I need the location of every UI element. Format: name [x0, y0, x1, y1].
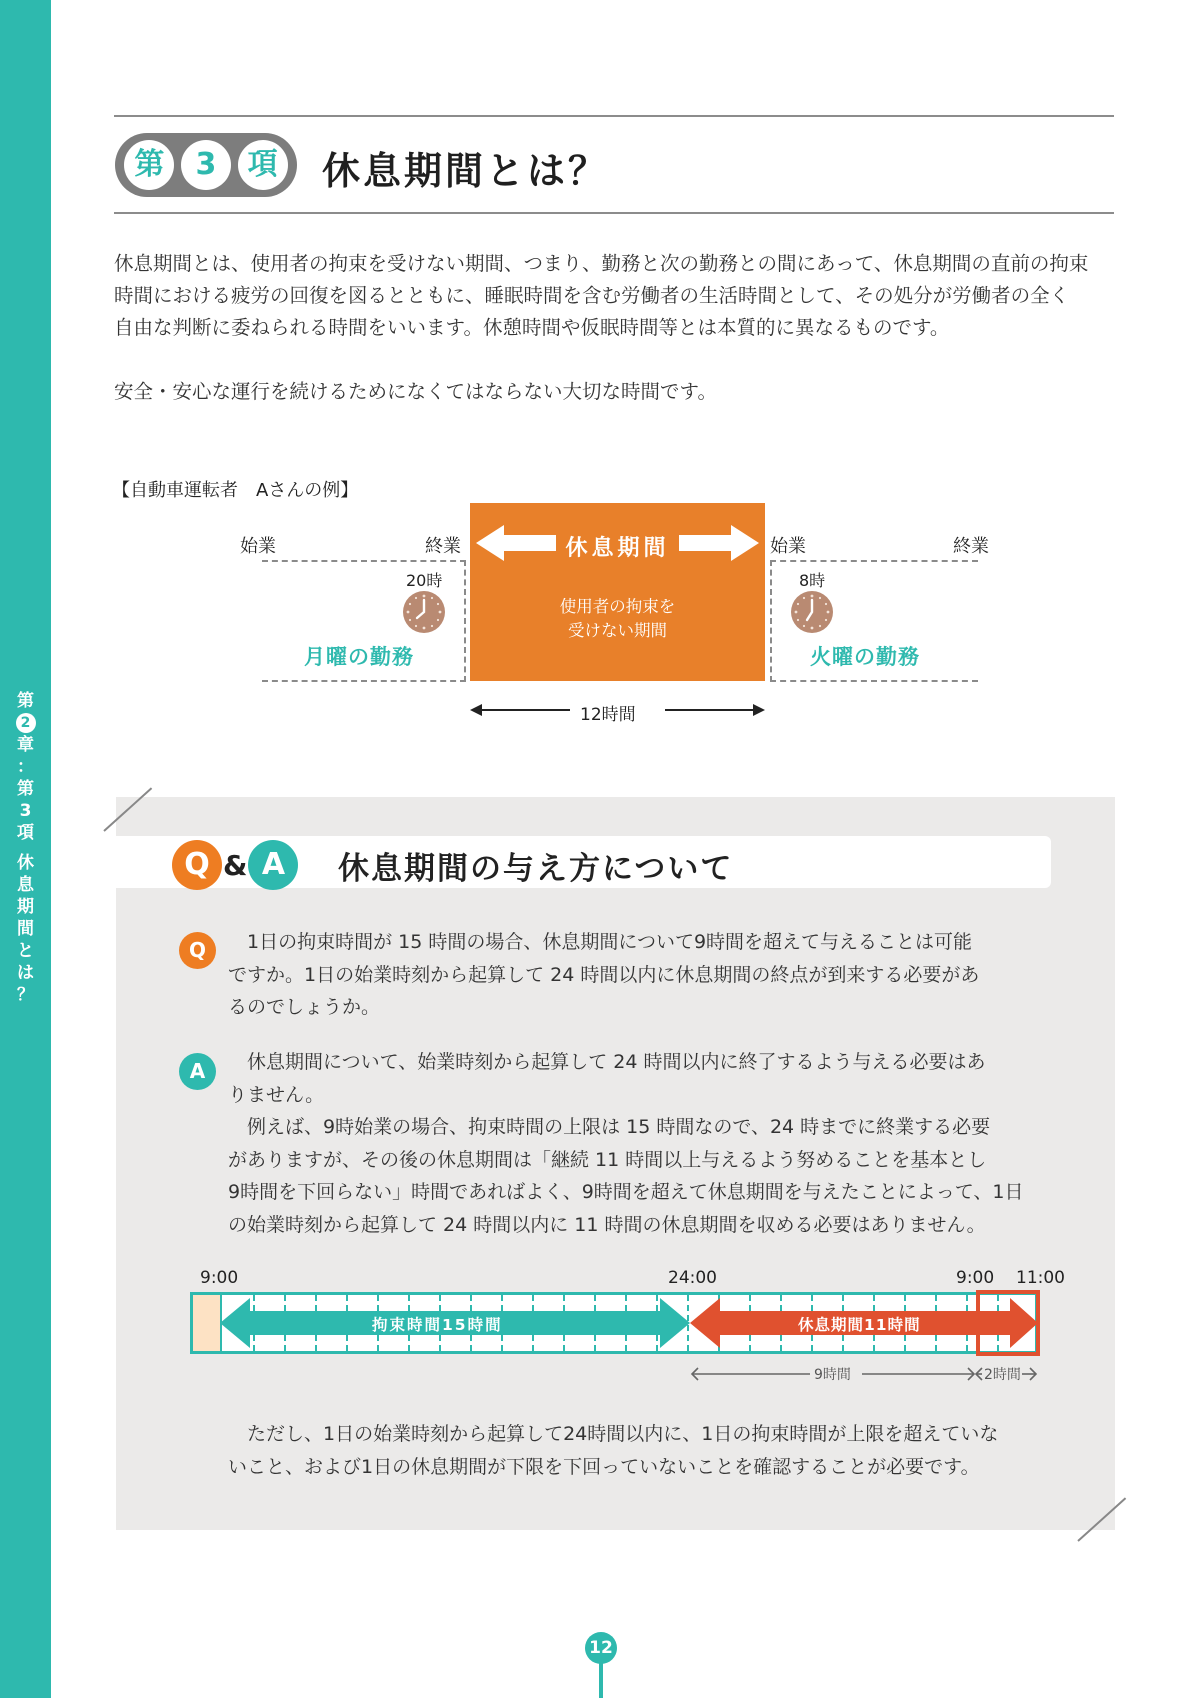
footer-line: ただし、1日の始業時刻から起算して24時間以内に、1日の拘束時間が上限を超えていな: [228, 1423, 999, 1445]
page-number: 12: [585, 1632, 617, 1664]
side-char: は: [17, 963, 34, 983]
badge-char: 項: [238, 140, 288, 190]
header-rule-bottom: [114, 212, 1114, 214]
example-caption: 【自動車運転者 Aさんの例】: [112, 480, 359, 501]
page-number-stem: [599, 1662, 603, 1698]
q-logo-icon: Q: [172, 840, 222, 890]
header-rule-top: [114, 115, 1114, 117]
timeline-extra-hours-box: [976, 1290, 1040, 1356]
rest-sub-line: 使用者の拘束を: [559, 597, 676, 616]
side-char: ：: [17, 757, 34, 777]
intro-line: 自由な判断に委ねられる時間をいいます。休憩時間や仮眠時間等とは本質的に異なるものです。: [114, 316, 950, 339]
tuesday-work-label: 火曜の勤務: [810, 645, 920, 669]
monday-bottom-line: [262, 680, 466, 682]
monday-right-line: [464, 560, 466, 682]
side-char: 息: [17, 875, 34, 895]
monday-end-time: 20時: [406, 571, 443, 590]
question-icon: Q: [179, 932, 216, 969]
intro-note: 安全・安心な運行を続けるためになくてはならない大切な時間です。: [114, 380, 717, 403]
intro-line: 時間における疲労の回復を図るとともに、睡眠時間を含む労働者の生活時間として、その処分が労働者の全く: [114, 284, 1070, 307]
qa-logo: [172, 840, 298, 890]
rest-period-description: [470, 595, 765, 643]
section-badge: [115, 133, 297, 197]
intro-text: [114, 248, 1119, 408]
side-char: ？: [17, 985, 34, 1005]
timeline-time-midnight: 24:00: [668, 1268, 717, 1288]
tuesday-bottom-line: [770, 680, 978, 682]
intro-line: 休息期間とは、使用者の拘束を受けない期間、つまり、勤務と次の勤務との間にあって、休息期間の直前の拘束: [114, 252, 1089, 275]
tuesday-start-label: 始業: [770, 536, 806, 557]
answer-line: の始業時刻から起算して 24 時間以内に 11 時間の休息期間を収める必要はありません。: [228, 1213, 986, 1236]
span-2-hours-label: 2時間: [984, 1367, 1021, 1383]
tuesday-start-time: 8時: [799, 571, 826, 590]
chapter-number-badge: 2: [16, 713, 36, 733]
question-line: ですか。1日の始業時刻から起算して 24 時間以内に休息期間の終点が到来する必要があ: [228, 963, 980, 986]
side-char: 章: [17, 735, 34, 755]
answer-icon: A: [179, 1053, 216, 1090]
side-char: 3: [19, 801, 32, 821]
answer-line: 例えば、9時始業の場合、拘束時間の上限は 15 時間なので、24 時までに終業する必要: [228, 1116, 991, 1138]
binding-time-label: 拘束時間15時間: [372, 1316, 503, 1334]
tuesday-left-line: [770, 560, 772, 682]
side-char: 休: [17, 853, 34, 873]
answer-line: りません。: [228, 1083, 325, 1106]
monday-end-label: 終業: [425, 536, 461, 557]
span-9-hours-label: 9時間: [814, 1367, 851, 1383]
side-char: 期: [17, 897, 34, 917]
clock-icon: [791, 591, 833, 633]
answer-line: 休息期間について、始業時刻から起算して 24 時間以内に終了するよう与える必要はあ: [228, 1051, 986, 1073]
timeline-time-start: 9:00: [200, 1268, 239, 1288]
question-line: 1日の拘束時間が 15 時間の場合、休息期間について9時間を超えて与えることは可能: [228, 931, 973, 953]
rest-duration-label: 12時間: [580, 705, 636, 725]
monday-start-label: 始業: [240, 536, 276, 557]
tuesday-top-line: [770, 560, 978, 562]
timeline-start-cell: [193, 1295, 222, 1351]
ampersand: &: [223, 848, 248, 882]
rest-sub-line: 受けない期間: [568, 621, 667, 640]
monday-top-line: [262, 560, 466, 562]
answer-text: [228, 1046, 1058, 1241]
rest-time-label: 休息期間11時間: [798, 1316, 921, 1334]
answer-line: 9時間を下回らない」時間であればよく、9時間を超えて休息期間を与えたことによって、1日: [228, 1181, 1024, 1203]
timeline-time-end: 11:00: [1016, 1268, 1065, 1288]
side-char: と: [17, 941, 34, 961]
qa-footer-text: [228, 1418, 1068, 1483]
question-text: [228, 926, 1058, 1024]
side-char: 間: [17, 919, 34, 939]
rest-period-title: 休息期間: [565, 536, 670, 561]
question-line: るのでしょうか。: [228, 996, 381, 1018]
side-char: 第: [17, 691, 34, 711]
tuesday-end-label: 終業: [953, 536, 989, 557]
qa-title: 休息期間の与え方について: [338, 851, 734, 887]
badge-char: 第: [124, 140, 174, 190]
answer-line: がありますが、その後の休息期間は「継続 11 時間以上与えるよう努めることを基本とし: [228, 1148, 987, 1171]
page-title: 休息期間とは？: [322, 149, 610, 193]
badge-number: 3: [181, 140, 231, 190]
a-logo-icon: A: [248, 840, 298, 890]
footer-line: いこと、および1日の休息期間が下限を下回っていないことを確認することが必要です。: [228, 1455, 980, 1478]
rest-period-box: [470, 503, 765, 681]
clock-icon: [403, 591, 445, 633]
side-char: 項: [17, 823, 34, 843]
timeline-time-nextday: 9:00: [956, 1268, 995, 1288]
chapter-side-label: [0, 690, 51, 1006]
side-char: 第: [17, 779, 34, 799]
monday-work-label: 月曜の勤務: [304, 645, 414, 669]
